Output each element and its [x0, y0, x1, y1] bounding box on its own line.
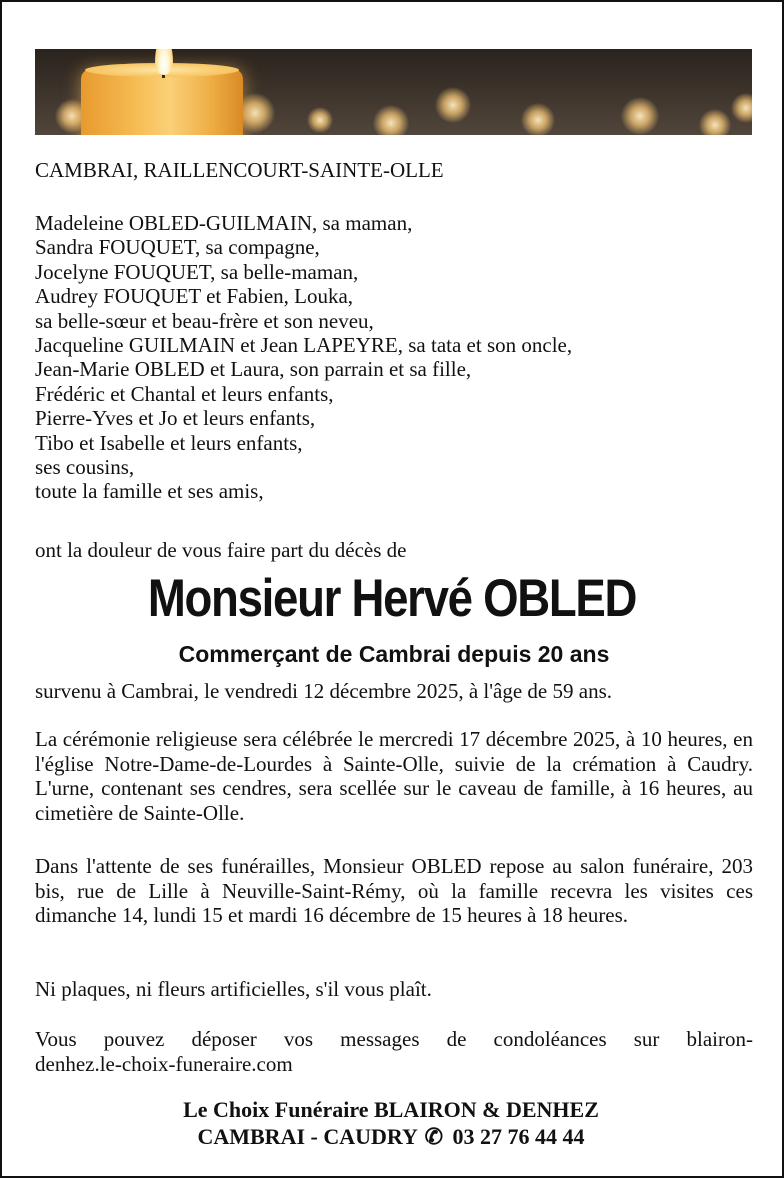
no-flowers-notice: Ni plaques, ni fleurs artificielles, s'il vous plaît. [35, 977, 432, 1001]
family-member-line: Jean-Marie OBLED et Laura, son parrain et sa fille, [35, 357, 472, 382]
candle-banner-image [35, 49, 752, 135]
phone-icon: ✆ [424, 1124, 444, 1149]
death-details: survenu à Cambrai, le vendredi 12 décembre 2025, à l'âge de 59 ans. [35, 679, 612, 703]
announcement-intro: ont la douleur de vous faire part du décès de [35, 538, 407, 562]
family-member-line: ses cousins, [35, 454, 135, 479]
funeral-home-cities: CAMBRAI - CAUDRY [197, 1124, 418, 1149]
candle-flame [155, 49, 173, 75]
funeral-home-name: Le Choix Funéraire BLAIRON & DENHEZ [183, 1097, 599, 1122]
family-member-line: Madeleine OBLED-GUILMAIN, sa maman, [35, 211, 413, 235]
family-list [35, 211, 572, 504]
family-member-line: Jocelyne FOUQUET, sa belle-maman, [35, 259, 359, 284]
visits-paragraph: Dans l'attente de ses funérailles, Monsieur OBLED repose au salon funéraire, 203 bis, rue de Lille à Neuville-Saint-Rémy, où la famille recevra les visites ces dimanche 14, lundi 15 et mardi 16 décembre de 15 heures à 18 heures. [35, 854, 753, 928]
family-member-line: Pierre-Yves et Jo et leurs enfants, [35, 406, 316, 431]
funeral-home-signature [2, 1096, 780, 1150]
family-member-line: Sandra FOUQUET, sa compagne, [35, 235, 320, 260]
phone-number: 03 27 76 44 44 [452, 1124, 585, 1149]
family-member-line: toute la famille et ses amis, [35, 479, 264, 504]
family-member-line: Tibo et Isabelle et leurs enfants, [35, 430, 303, 455]
family-member-line: Frédéric et Chantal et leurs enfants, [35, 381, 334, 406]
family-member-line: sa belle-sœur et beau-frère et son neveu, [35, 308, 374, 333]
condolences-line: Vous pouvez déposer vos messages de condoléances sur blairon- [35, 1027, 753, 1051]
ceremony-paragraph: La cérémonie religieuse sera célébrée le mercredi 17 décembre 2025, à 10 heures, en l'église Notre-Dame-de-Lourdes à Sainte-Olle, suivie de la crémation à Caudry. L'urne, contenant ses cendres, sera scellée sur le caveau de famille, à 16 heures, au cimetière de Sainte-Olle. [35, 727, 753, 825]
funeral-home-contact [2, 1123, 780, 1150]
deceased-subtitle: Commerçant de Cambrai depuis 20 ans [178, 641, 610, 667]
family-member-line: Audrey FOUQUET et Fabien, Louka, [35, 284, 354, 309]
candle [81, 69, 243, 135]
location-line: CAMBRAI, RAILLENCOURT-SAINTE-OLLE [35, 158, 444, 182]
condolences-paragraph [35, 1027, 753, 1076]
deceased-name: Monsieur Hervé OBLED [147, 569, 637, 628]
condolences-link: denhez.le-choix-funeraire.com [35, 1051, 293, 1076]
family-member-line: Jacqueline GUILMAIN et Jean LAPEYRE, sa tata et son oncle, [35, 332, 573, 357]
